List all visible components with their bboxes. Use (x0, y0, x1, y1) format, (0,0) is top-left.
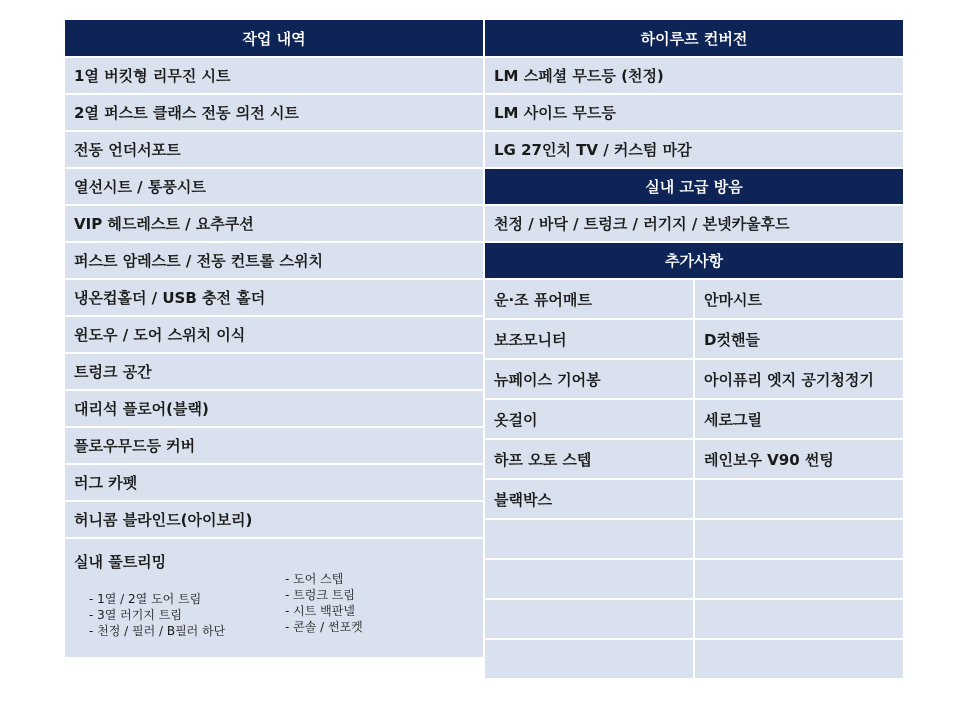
work-row: 윈도우 / 도어 스위치 이식 (65, 315, 483, 352)
work-row: 열선시트 / 통풍시트 (65, 167, 483, 204)
extras-row (485, 478, 903, 518)
work-history-header: 작업 내역 (65, 20, 483, 56)
extras-cell: 옷걸이 (485, 400, 693, 438)
extras-cell: 아이퓨리 엣지 공기청정기 (693, 360, 903, 398)
extras-row (485, 638, 903, 678)
extras-cell (693, 640, 903, 678)
extras-row (485, 438, 903, 478)
extras-cell (485, 640, 693, 678)
extras-cell: 뉴페이스 기어봉 (485, 360, 693, 398)
extras-cell: D컷핸들 (693, 320, 903, 358)
extras-cell: 보조모니터 (485, 320, 693, 358)
trim-list-2 (285, 571, 363, 635)
extras-cell (693, 600, 903, 638)
interior-trim-block (65, 537, 483, 657)
extras-cell (485, 600, 693, 638)
trim-item: - 3열 러기지 트림 (89, 608, 182, 622)
extras-cell: 하프 오토 스텝 (485, 440, 693, 478)
extras-cell (485, 560, 693, 598)
trim-item: - 콘솔 / 썬포켓 (285, 620, 363, 634)
soundproof-row: 천정 / 바닥 / 트렁크 / 러기지 / 본넷카울후드 (485, 204, 903, 241)
conversion-row: LM 스페셜 무드등 (천정) (485, 56, 903, 93)
trim-item: - 시트 백판넬 (285, 604, 355, 618)
extras-cell: 레인보우 V90 썬팅 (693, 440, 903, 478)
extras-row (485, 598, 903, 638)
interior-trim-title: 실내 풀트리밍 (74, 553, 167, 571)
trim-item: - 트렁크 트림 (285, 588, 355, 602)
extras-row (485, 278, 903, 318)
extras-cell: 안마시트 (693, 280, 903, 318)
extras-cell: 세로그릴 (693, 400, 903, 438)
work-row: 대리석 플로어(블랙) (65, 389, 483, 426)
extras-cell (693, 560, 903, 598)
extras-cell (485, 520, 693, 558)
trim-item: - 도어 스텝 (285, 572, 344, 586)
extras-header: 추가사항 (485, 241, 903, 278)
work-row: 2열 퍼스트 클래스 전동 의전 시트 (65, 93, 483, 130)
extras-row (485, 398, 903, 438)
work-row: 러그 카펫 (65, 463, 483, 500)
extras-row (485, 558, 903, 598)
work-row: 트렁크 공간 (65, 352, 483, 389)
trim-list-1 (89, 591, 225, 639)
extras-row (485, 318, 903, 358)
work-row: 전동 언더서포트 (65, 130, 483, 167)
trim-item: - 천정 / 필러 / B필러 하단 (89, 624, 226, 638)
conversion-column (485, 20, 903, 678)
work-row: 냉온컵홀더 / USB 충전 홀더 (65, 278, 483, 315)
work-row: VIP 헤드레스트 / 요추쿠션 (65, 204, 483, 241)
conversion-row: LM 사이드 무드등 (485, 93, 903, 130)
work-row: 퍼스트 암레스트 / 전동 컨트롤 스위치 (65, 241, 483, 278)
extras-cell: 운·조 퓨어매트 (485, 280, 693, 318)
soundproof-header: 실내 고급 방음 (485, 167, 903, 204)
work-row: 1열 버킷형 리무진 시트 (65, 56, 483, 93)
extras-row (485, 358, 903, 398)
extras-cell (693, 520, 903, 558)
extras-cell (693, 480, 903, 518)
high-roof-header: 하이루프 컨버전 (485, 20, 903, 56)
work-history-column (65, 20, 483, 657)
trim-item: - 1열 / 2열 도어 트림 (89, 592, 202, 606)
extras-row (485, 518, 903, 558)
work-row: 허니콤 블라인드(아이보리) (65, 500, 483, 537)
work-row: 플로우무드등 커버 (65, 426, 483, 463)
conversion-row: LG 27인치 TV / 커스텀 마감 (485, 130, 903, 167)
extras-cell: 블랙박스 (485, 480, 693, 518)
